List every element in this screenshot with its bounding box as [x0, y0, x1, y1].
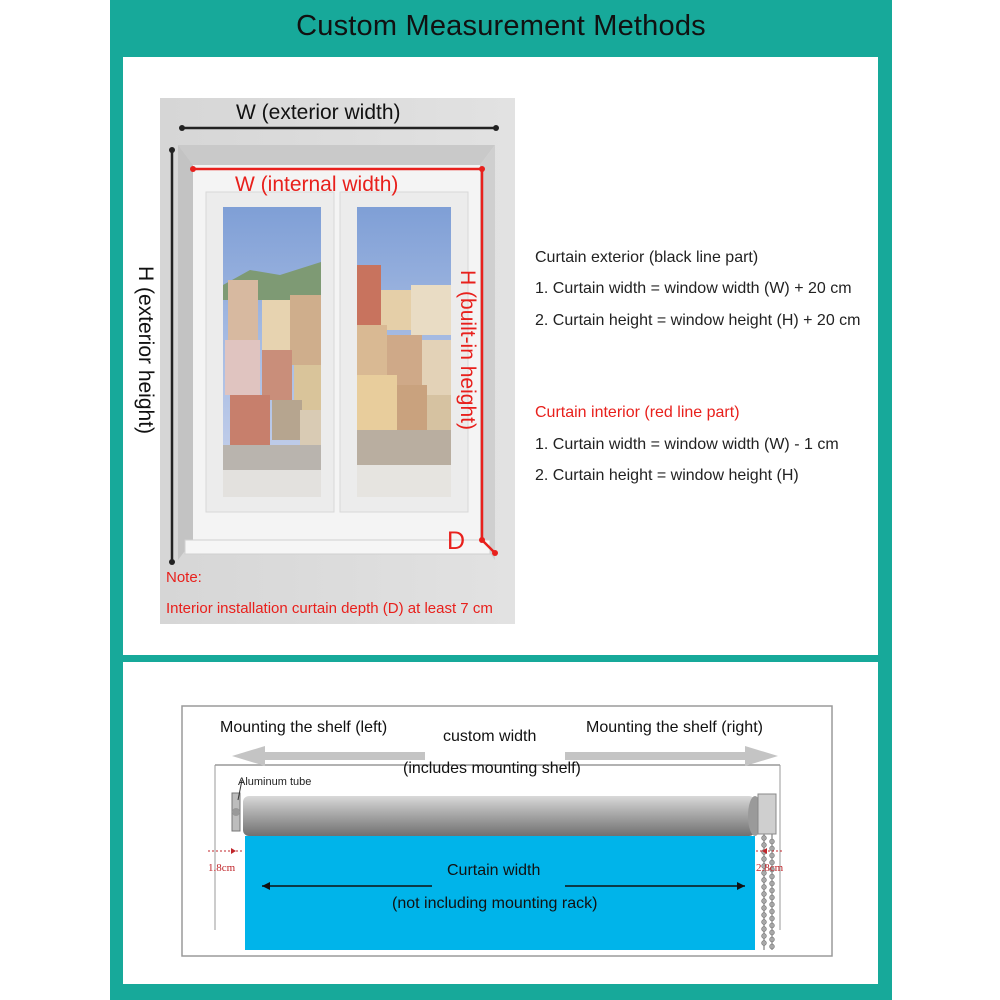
chain-bead [762, 934, 767, 939]
includes-shelf-label: (includes mounting shelf) [403, 760, 581, 777]
chain-bead [770, 909, 775, 914]
chain-bead [770, 846, 775, 851]
note-text: Interior installation curtain depth (D) at least 7 cm [166, 600, 493, 617]
exterior-rule-1: 1. Curtain width = window width (W) + 20 cm [535, 280, 852, 297]
custom-width-label: custom width [443, 728, 537, 745]
right-gap-label: 2.8cm [756, 862, 784, 874]
chain-bead [770, 839, 775, 844]
interior-rule-1: 1. Curtain width = window width (W) - 1 cm [535, 436, 839, 453]
builtin-height-label: H (built-in height) [456, 270, 479, 430]
chain-bead [762, 913, 767, 918]
chain-bead [770, 937, 775, 942]
depth-label: D [447, 527, 466, 555]
chain-bead [762, 906, 767, 911]
chain-bead [762, 836, 767, 841]
chain-bead [770, 944, 775, 949]
chain-bead [762, 899, 767, 904]
aluminum-tube-label: Aluminum tube [238, 776, 312, 788]
chain-bead [762, 878, 767, 883]
aluminum-tube [243, 796, 755, 836]
mount-left-label: Mounting the shelf (left) [220, 719, 388, 736]
chain-bead [762, 857, 767, 862]
interior-rule-2: 2. Curtain height = window height (H) [535, 467, 799, 484]
chain-bead [770, 930, 775, 935]
chain-bead [762, 927, 767, 932]
chain-bead [770, 902, 775, 907]
chain-bead [762, 941, 767, 946]
blind-fabric [245, 836, 755, 950]
chain-bead [770, 874, 775, 879]
note-title: Note: [166, 569, 202, 586]
chain-bead [770, 895, 775, 900]
page-title: Custom Measurement Methods [296, 10, 706, 42]
chain-bead [762, 843, 767, 848]
chain-bead [762, 885, 767, 890]
chain-bead [770, 853, 775, 858]
exterior-width-label: W (exterior width) [236, 101, 401, 124]
internal-width-label: W (internal width) [235, 173, 399, 196]
chain-bead [762, 892, 767, 897]
curtain-width-label: Curtain width [447, 862, 541, 879]
exterior-rule-2: 2. Curtain height = window height (H) + 20 cm [535, 312, 861, 329]
mount-right-label: Mounting the shelf (right) [586, 719, 763, 736]
interior-heading: Curtain interior (red line part) [535, 404, 740, 421]
chain-bead [770, 923, 775, 928]
chain-bead [762, 920, 767, 925]
not-including-label: (not including mounting rack) [392, 895, 598, 912]
exterior-height-label: H (exterior height) [134, 265, 157, 435]
chain-bead [770, 888, 775, 893]
chain-bead [770, 881, 775, 886]
exterior-heading: Curtain exterior (black line part) [535, 249, 759, 266]
right-bracket [758, 794, 776, 834]
chain-bead [770, 916, 775, 921]
left-gap-label: 1.8cm [208, 862, 236, 874]
